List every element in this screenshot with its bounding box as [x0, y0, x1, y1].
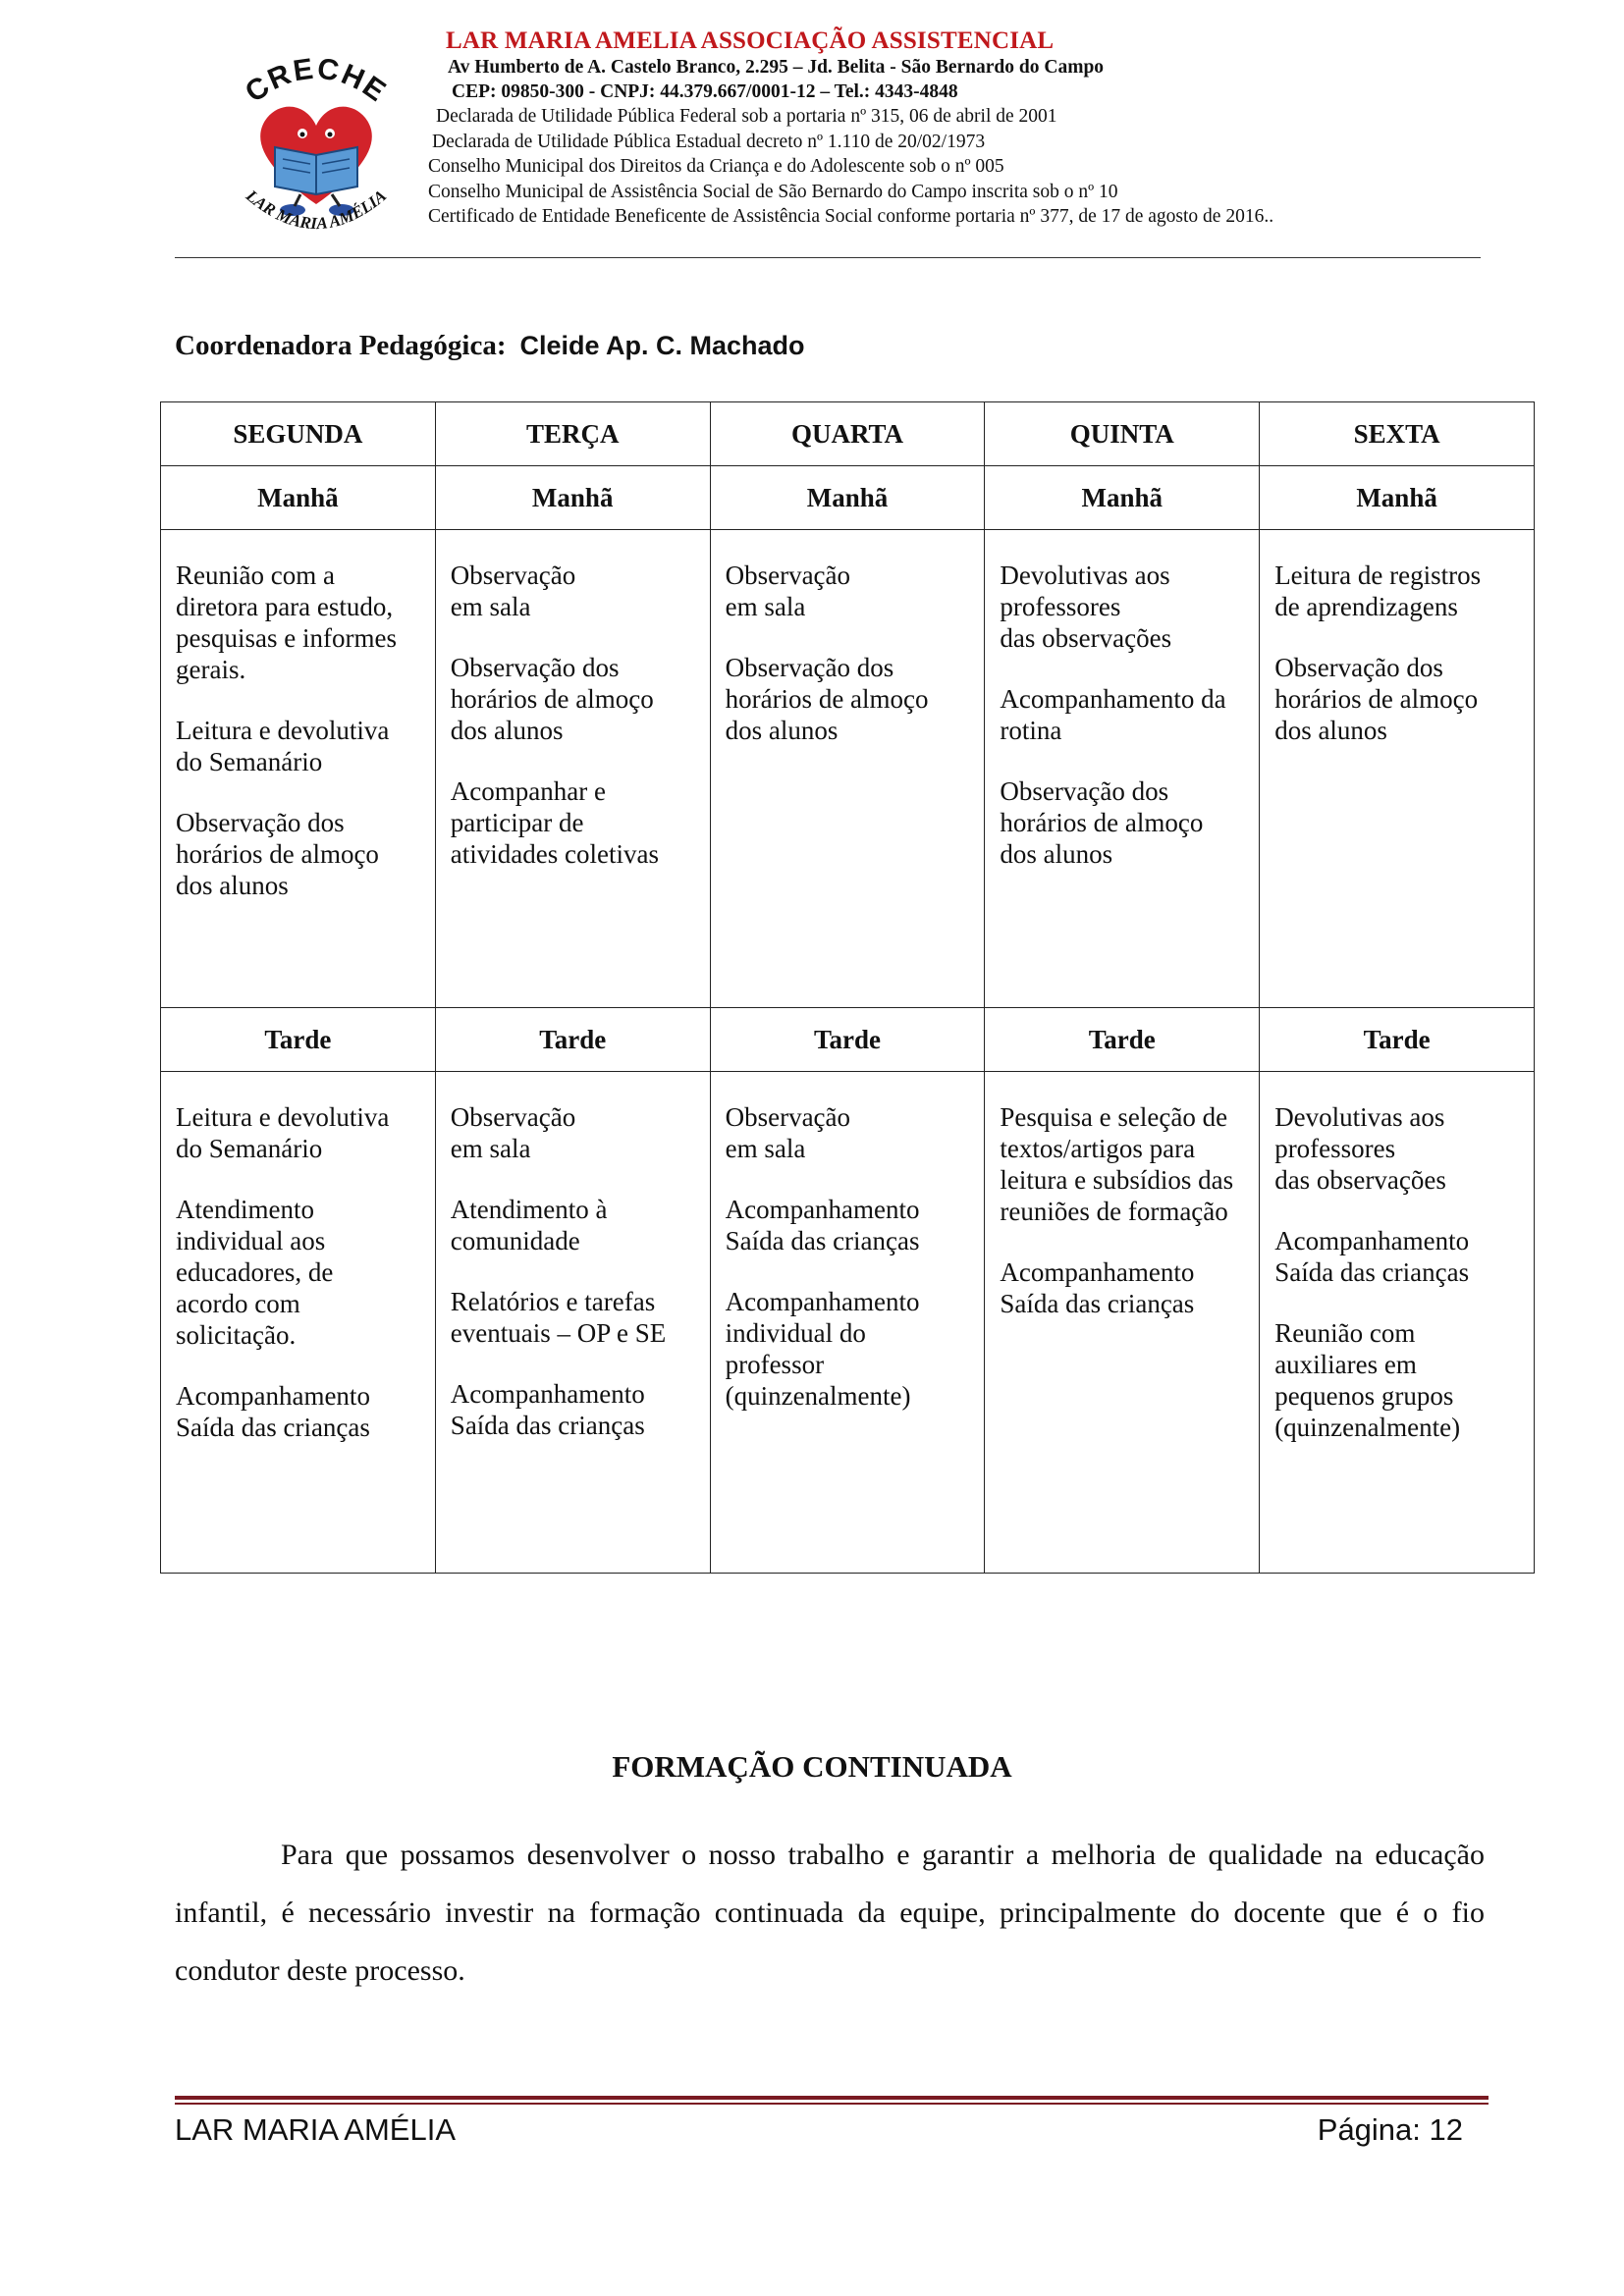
day-header: QUARTA	[710, 402, 985, 466]
days-row	[161, 402, 1535, 466]
activity-item: Acompanhamento Saída das crianças	[450, 1379, 645, 1440]
day-header: SEGUNDA	[161, 402, 436, 466]
letterhead	[412, 27, 1492, 230]
day-header: QUINTA	[985, 402, 1260, 466]
morning-label-row	[161, 466, 1535, 530]
activity-cell	[161, 530, 436, 1008]
activity-item: Acompanhamento da rotina	[1000, 684, 1226, 745]
coordinator-label: Coordenadora Pedagógica:	[175, 330, 507, 361]
activity-item: Acompanhamento Saída das crianças	[1274, 1226, 1470, 1287]
conselho-crianca: Conselho Municipal dos Direitos da Criança e do Adolescente sob o nº 005	[428, 156, 1004, 177]
morning-label: Manhã	[985, 466, 1260, 530]
activity-item: Devolutivas aos professores das observações	[1000, 561, 1172, 653]
section-title: FORMAÇÃO CONTINUADA	[612, 1749, 1012, 1784]
afternoon-label-row	[161, 1008, 1535, 1072]
header-divider	[175, 257, 1481, 258]
day-header: SEXTA	[1260, 402, 1535, 466]
svg-text:CRECHE	[240, 57, 393, 109]
activity-item: Leitura e devolutiva do Semanário	[176, 1102, 390, 1163]
logo-text-top: CRECHE	[240, 57, 394, 110]
activity-cell	[985, 1072, 1260, 1574]
afternoon-label: Tarde	[710, 1008, 985, 1072]
logo-text-bottom: LAR MARIA AMÉLIA	[242, 186, 391, 234]
coordinator-name: Cleide Ap. C. Machado	[519, 331, 805, 360]
decl-federal: Declarada de Utilidade Pública Federal sob a portaria nº 315, 06 de abril de 2001	[436, 106, 1057, 127]
activity-item: Observação dos horários de almoço dos alunos	[450, 653, 654, 745]
activity-item: Devolutivas aos professores das observações	[1274, 1102, 1446, 1195]
activity-cell	[710, 530, 985, 1008]
morning-label: Manhã	[1260, 466, 1535, 530]
afternoon-label: Tarde	[435, 1008, 710, 1072]
activity-item: Reunião com auxiliares em pequenos grupos (quinzenalmente)	[1274, 1318, 1461, 1442]
activity-item: Observação dos horários de almoço dos alunos	[176, 808, 379, 900]
activity-cell	[710, 1072, 985, 1574]
activity-item: Leitura e devolutiva do Semanário	[176, 716, 390, 776]
activity-item: Observação em sala	[450, 561, 576, 621]
activity-item: Acompanhamento Saída das crianças	[1000, 1257, 1195, 1318]
activity-item: Acompanhamento individual do professor (quinzenalmente)	[725, 1287, 920, 1411]
morning-activities-row	[161, 530, 1535, 1008]
afternoon-label: Tarde	[161, 1008, 436, 1072]
org-name: LAR MARIA AMELIA ASSOCIAÇÃO ASSISTENCIAL	[446, 27, 1055, 54]
activity-item: Observação em sala	[725, 1102, 851, 1163]
org-cep-cnpj: CEP: 09850-300 - CNPJ: 44.379.667/0001-12 – Tel.: 4343-4848	[452, 81, 958, 102]
activity-item: Observação dos horários de almoço dos alunos	[1274, 653, 1479, 745]
day-header: TERÇA	[435, 402, 710, 466]
activity-cell	[1260, 1072, 1535, 1574]
morning-label: Manhã	[435, 466, 710, 530]
activity-item: Acompanhamento Saída das crianças	[176, 1381, 370, 1442]
schedule-table	[160, 401, 1535, 1574]
activity-item: Observação em sala	[450, 1102, 576, 1163]
footer-rule-thick	[175, 2096, 1489, 2100]
conselho-assistencia: Conselho Municipal de Assistência Social de São Bernardo do Campo inscrita sob o nº 10	[428, 181, 1118, 202]
activity-cell	[1260, 530, 1535, 1008]
activity-item: Observação dos horários de almoço dos alunos	[725, 653, 929, 745]
morning-label: Manhã	[710, 466, 985, 530]
activity-item: Relatórios e tarefas eventuais – OP e SE	[450, 1287, 667, 1348]
activity-cell	[435, 530, 710, 1008]
activity-item: Acompanhar e participar de atividades coletivas	[450, 776, 659, 869]
decl-estadual: Declarada de Utilidade Pública Estadual decreto nº 1.110 de 20/02/1973	[432, 131, 986, 152]
activity-item: Leitura de registros de aprendizagens	[1274, 561, 1482, 621]
footer-rule-thin	[175, 2103, 1489, 2105]
afternoon-label: Tarde	[1260, 1008, 1535, 1072]
activity-cell	[435, 1072, 710, 1574]
afternoon-activities-row	[161, 1072, 1535, 1574]
section-paragraph: Para que possamos desenvolver o nosso trabalho e garantir a melhoria de qualidade na educação infantil, é necessário investir na formação continuada da equipe, principalmente do docente que é o fio condutor deste processo.	[175, 1839, 1485, 1987]
page-number: Página: 12	[1317, 2112, 1463, 2147]
org-address: Av Humberto de A. Castelo Branco, 2.295 – Jd. Belita - São Bernardo do Campo	[448, 57, 1105, 78]
activity-item: Pesquisa e seleção de textos/artigos para leitura e subsídios das reuniões de formação	[1000, 1102, 1234, 1226]
morning-label: Manhã	[161, 466, 436, 530]
certificado: Certificado de Entidade Beneficente de Assistência Social conforme portaria nº 377, de 17 de agosto de 2016..	[428, 206, 1274, 227]
activity-item: Observação em sala	[725, 561, 851, 621]
activity-cell	[985, 530, 1260, 1008]
activity-item: Acompanhamento Saída das crianças	[725, 1195, 920, 1255]
activity-item: Reunião com a diretora para estudo, pesquisas e informes gerais.	[176, 561, 397, 684]
activity-item: Atendimento individual aos educadores, de acordo com solicitação.	[176, 1195, 334, 1350]
creche-logo	[228, 57, 405, 234]
afternoon-label: Tarde	[985, 1008, 1260, 1072]
coordinator-line	[175, 330, 805, 362]
activity-cell	[161, 1072, 436, 1574]
activity-item: Atendimento à comunidade	[450, 1195, 608, 1255]
activity-item: Observação dos horários de almoço dos alunos	[1000, 776, 1204, 869]
footer-org: LAR MARIA AMÉLIA	[175, 2112, 456, 2147]
